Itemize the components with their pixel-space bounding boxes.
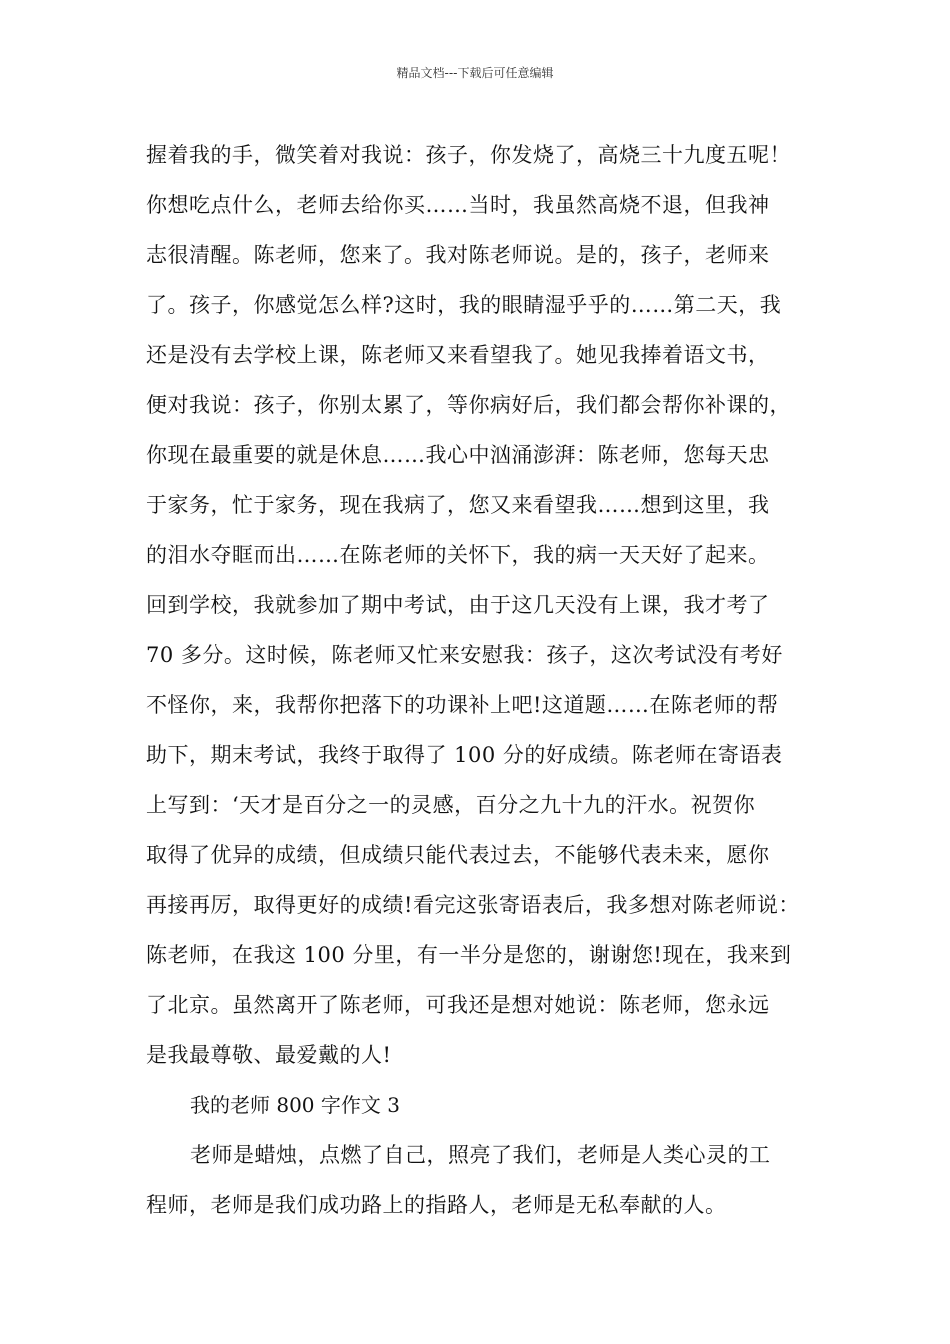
text-line: 志很清醒。陈老师，您来了。我对陈老师说。是的，孩子，老师来: [146, 243, 770, 267]
text-line: 陈老师，在我这 100 分里，有一半分是您的，谢谢您!现在，我来到: [146, 943, 792, 967]
section-title: 我的老师 800 字作文 3: [190, 1093, 400, 1117]
text-line: 程师，老师是我们成功路上的指路人，老师是无私奉献的人。: [146, 1193, 727, 1217]
text-line: 你现在最重要的就是休息……我心中汹涌澎湃：陈老师，您每天忠: [146, 443, 770, 467]
text-line: 不怪你，来，我帮你把落下的功课补上吧!这道题……在陈老师的帮: [146, 693, 779, 717]
paragraph-1: [146, 130, 836, 1080]
text-line: 取得了优异的成绩，但成绩只能代表过去，不能够代表未来，愿你: [146, 843, 770, 867]
text-line: 再接再厉，取得更好的成绩!看完这张寄语表后，我多想对陈老师说：: [146, 893, 800, 917]
page-header: 精品文档---下载后可任意编辑: [396, 66, 554, 80]
text-line: 你想吃点什么，老师去给你买……当时，我虽然高烧不退，但我神: [146, 193, 770, 217]
text-line: 还是没有去学校上课，陈老师又来看望我了。她见我捧着语文书，: [146, 343, 770, 367]
text-line: 上写到：‘天才是百分之一的灵感，百分之九十九的汗水。祝贺你: [146, 793, 756, 817]
text-line: 是我最尊敬、最爱戴的人!: [146, 1043, 392, 1067]
text-line: 了北京。虽然离开了陈老师，可我还是想对她说：陈老师，您永远: [146, 993, 770, 1017]
text-line: 便对我说：孩子，你别太累了，等你病好后，我们都会帮你补课的，: [146, 393, 791, 417]
text-line: 了。孩子，你感觉怎么样?这时，我的眼睛湿乎乎的……第二天，我: [146, 293, 782, 317]
text-line: 老师是蜡烛，点燃了自己，照亮了我们，老师是人类心灵的工: [190, 1143, 771, 1167]
document-body: [146, 130, 836, 1230]
text-line: 握着我的手，微笑着对我说：孩子，你发烧了，高烧三十九度五呢！: [146, 143, 791, 167]
text-line: 的泪水夺眶而出……在陈老师的关怀下，我的病一天天好了起来。: [146, 543, 770, 567]
text-line: 70 多分。这时候，陈老师又忙来安慰我：孩子，这次考试没有考好: [146, 643, 783, 667]
paragraph-2: [146, 1130, 836, 1230]
text-line: 于家务，忙于家务，现在我病了，您又来看望我……想到这里，我: [146, 493, 770, 517]
text-line: 助下，期末考试，我终于取得了 100 分的好成绩。陈老师在寄语表: [146, 743, 783, 767]
text-line: 回到学校，我就参加了期中考试，由于这几天没有上课，我才考了: [146, 593, 770, 617]
